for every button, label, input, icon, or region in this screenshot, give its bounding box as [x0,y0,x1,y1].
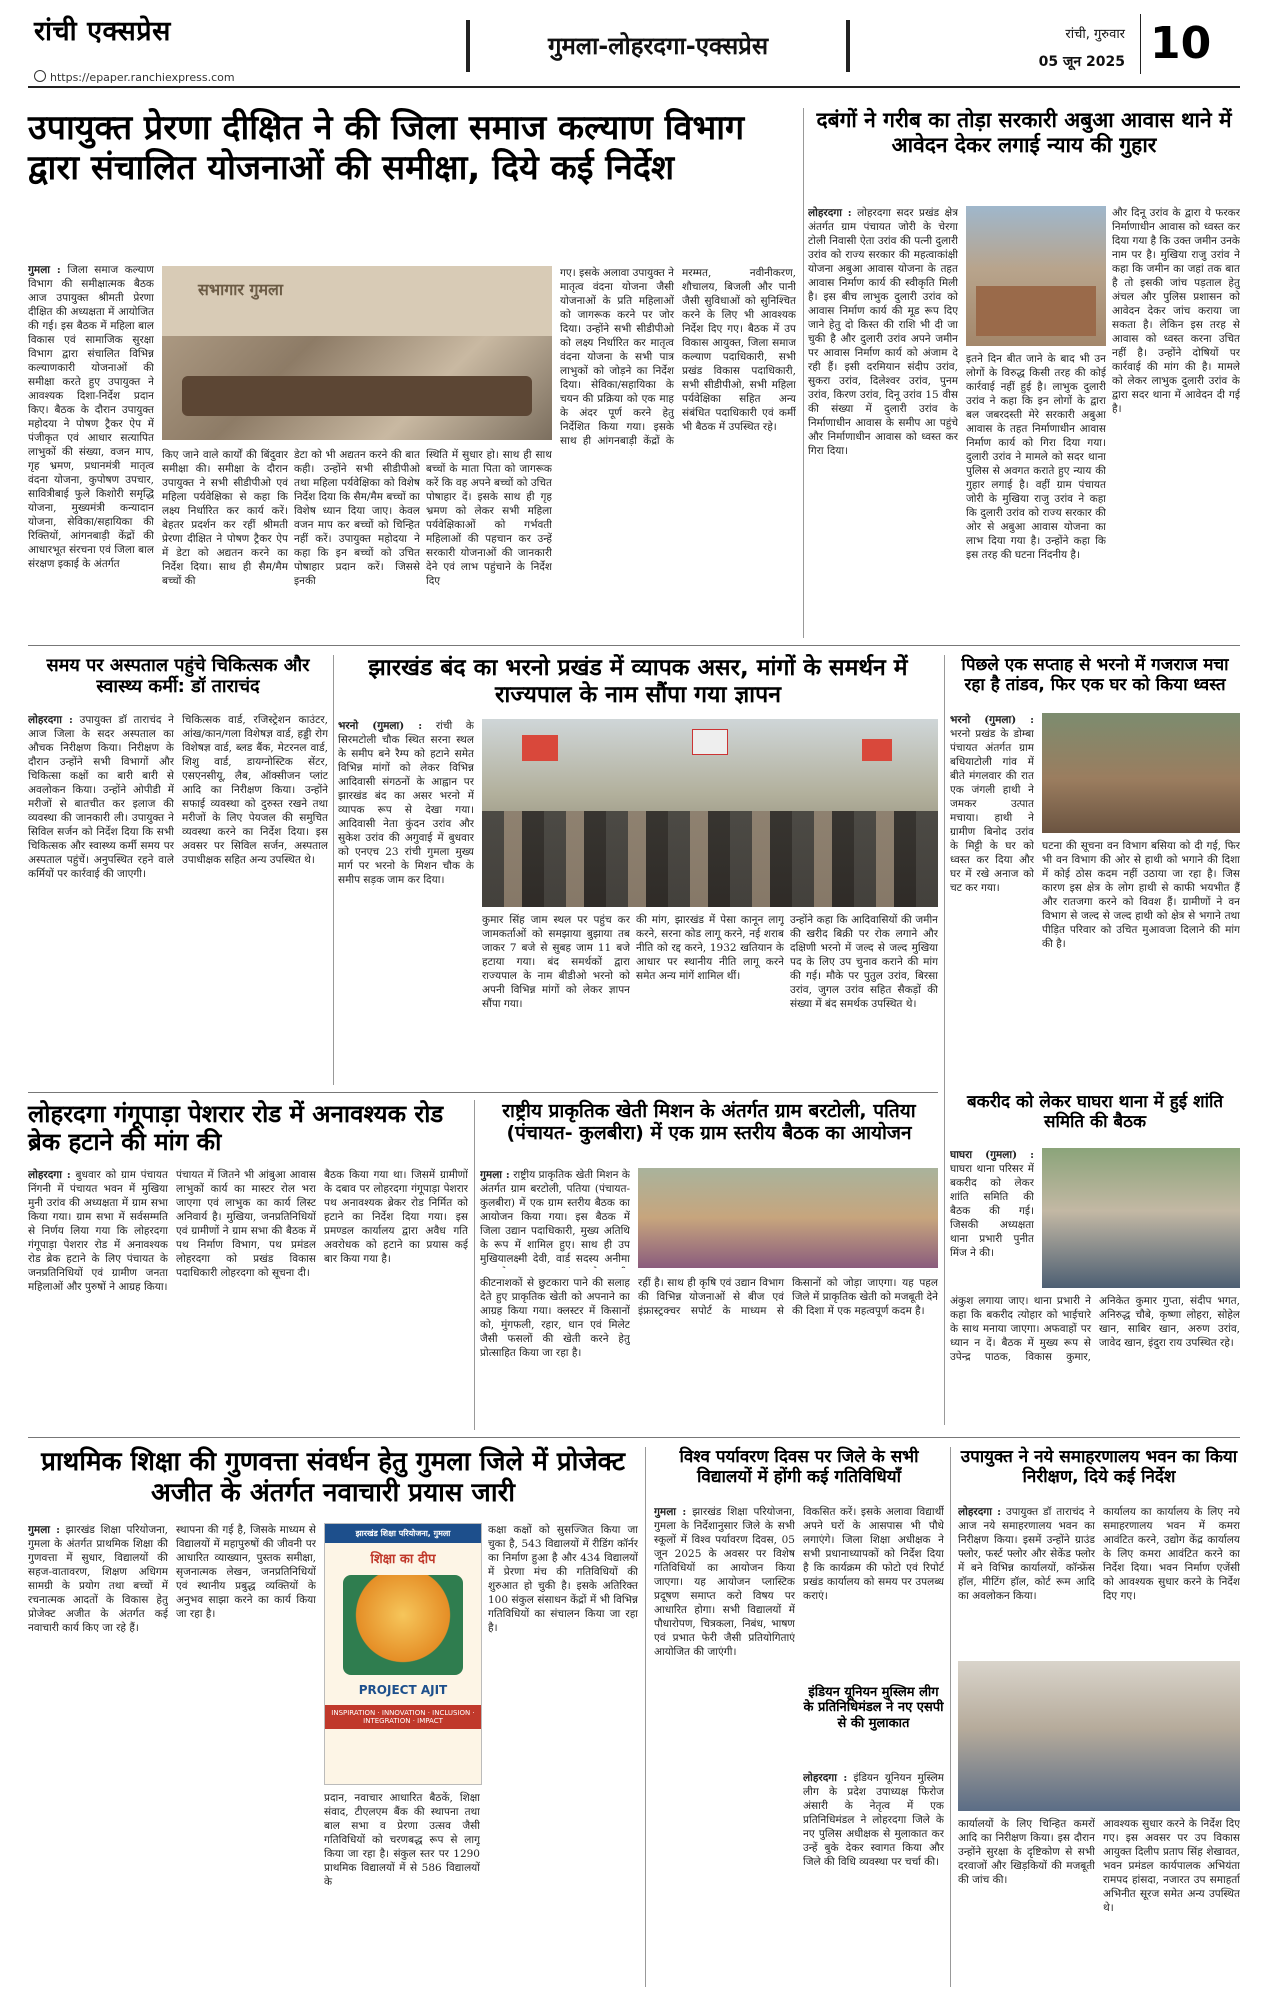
article-body-col: पंचायत में जितने भी आंबुआ आवास लाभुकों कार्य का मास्टर रोल भरा जाएगा एवं लाभुक का कार्य लिस्ट अनिवार्य है। मुखिया, जनप्रतिनिधियों एवं ग्रामीणों ने ग्राम सभा की बैठक में पथ निर्माण विभाग, पथ प्रमंडल लोहरदगा को प्रखंड विकास पदाधिकारी लोहरदगा को सूचना दी। [176,1169,316,1279]
dateline: भरनो (गुमला) : [338,720,423,732]
article-body-col: रहीं है। साथ ही कृषि एवं उद्यान विभाग की विभिन्न योजनाओं से बीज एवं इंफ्रास्ट्रक्चर सपोर्ट के माध्यम से किसानों को जोड़ा जाएगा। यह पहल जिले में प्राकृतिक खेती को मजबूती देने की दिशा में एक महत्वपूर्ण कदम है। [638,1277,938,1317]
meeting-photo [162,266,552,440]
article-headline: लोहरदगा गंगूपाड़ा पेशरार रोड में अनावश्यक रोड ब्रेक हटाने की मांग की [28,1100,444,1157]
section-banner [466,20,850,72]
article-body-col: गुमला : झारखंड शिक्षा परियोजना, गुमला के निर्देशानुसार जिले के सभी स्कूलों में विश्व पर्यावरण दिवस, 05 जून 2025 के अवसर पर विशेष गतिविधियों का आयोजन किया जाएगा। यह आयोजन प्लास्टिक प्रदूषण समाप्त करो विषय पर आधारित होगा। सभी विद्यालयों में पौधारोपण, चित्रकला, निबंध, भाषण एवं प्रभात फेरी जैसी प्रतियोगिताएं आयोजित की जाएंगी। [654,1506,795,1658]
poster-title: झारखंड शिक्षा परियोजना, गुमला [325,1524,481,1543]
article-headline: प्राथमिक शिक्षा की गुणवत्ता संवर्धन हेतु गुमला जिले में प्रोजेक्ट अजीत के अंतर्गत नवाचारी प्रयास जारी [41,1447,625,1508]
article-body-col: गुमला : राष्ट्रीय प्राकृतिक खेती मिशन के अंतर्गत ग्राम बरटोली, पतिया (पंचायत-कुलबीरा) में एक ग्राम स्तरीय बैठक का आयोजन किया गया। इस बैठक में जिला उद्यान पदाधिकारी, मुख्य अतिथि के रूप में शामिल हुए। साथ ही उप मुखियालक्ष्मी देवी, वार्ड सदस्य अनीमा [480,1169,630,1265]
article-body-col: भरनो (गुमला) : रांची के सिरमटोली चौक स्थित सरना स्थल के समीप बने रैम्प को हटाने समेत विभिन्न मांगों को लेकर विभिन्न आदिवासी संगठनों के आह्वान पर झारखंड बंद का असर भरनो में व्यापक रूप से देखा गया। आदिवासी नेता कुंदन उरांव और सुकेश उरांव की अगुवाई में बुधवार को एनएच 23 रांची गुमला मुख्य मार्ग पर भरनो के मिशन चौक के समीप सड़क जाम कर दिया। [338,720,474,886]
dateline: गुमला : [654,1506,687,1518]
article-jharkhand-bandh [338,655,938,1085]
article-body-col: लोहरदगा : उपायुक्त डॉ ताराचंद ने आज नये समाहरणालय भवन का निरीक्षण किया। इसमें उन्होंने ग्राउंड फ्लोर, फर्स्ट फ्लोर और सेकेंड फ्लोर में बने विभिन्न कार्यालयों, कॉन्फ्रेंस हॉल, मीटिंग हॉल, कोर्ट रूम आदि का अवलोकन किया। [958,1506,1095,1602]
article-body-col: भरनो (गुमला) : भरनो प्रखंड के डोम्बा पंचायत अंतर्गत ग्राम बधियाटोली गांव में बीते मंगलवार की रात एक जंगली हाथी ने जमकर उत्पात मचाया। हाथी ने ग्रामीण बिनोद उरांव के मिट्टी के घर को ध्वस्त कर दिया और घर में रखे अनाज को चट कर गया। [950,714,1034,894]
brick-wall [976,286,1096,336]
article-body-col: अंकुश लगाया जाए। थाना प्रभारी ने कहा कि बकरीद त्योहार को भाईचारे के साथ मनाया जाएगा। अफवाहों पर ध्यान न दें। बैठक में मुख्य रूप से उपेन्द्र पाठक, विकास कुमार, अनिकेत कुमार गुप्ता, संदीप भगत, अनिरुद्ध चौबे, कृष्णा लोहरा, सोहेल खान, साबिर खान, अरुण उरांव, जावेद खान, इंदुरा राय उपस्थित रहे। [950,1295,1240,1363]
article-elephant [950,655,1240,1085]
article-project-ajit [28,1447,638,1987]
demolished-house-photo [966,206,1106,346]
article-body-col: उन्होंने कहा कि आदिवासियों की जमीन की खरीद बिक्री पर रोक लगाने और दक्षिणी भरनो में जल्द से जल्द मुखिया पद के लिए उप चुनाव कराने की मांग की गई। मौके पर पुतुल उरांव, बिरसा उरांव, जुगल उरांव सहित सैकड़ों की संख्या में बंद समर्थक उपस्थित थे। [790,914,938,1010]
website-url[interactable]: https://epaper.ranchiexpress.com [34,70,235,84]
poster-project-name: PROJECT AJIT [358,1683,448,1697]
article-iuml-sp-meeting [654,1685,944,1987]
article-headline: बकरीद को लेकर घाघरा थाना में हुई शांति समिति की बैठक [966,1092,1224,1133]
article-body-col: लोहरदगा : लोहरदगा सदर प्रखंड क्षेत्र अंतर्गत ग्राम पंचायत जोरी के चेरगा टोली निवासी ऐता उरांव की पत्नी दुलारी उरांव को राज्य सरकार की महत्वाकांक्षी योजना अबुआ आवास योजना के तहत आवास निर्माण कार्य की स्वीकृति मिली है। इस बीच लाभुक दुलारी उरांव को आवास निर्माण कार्य की मूड रूप दिए जाने हेतु दो किस्त की राशि भी दी जा चुकी है और दुलारी उरांव अपने जमीन पर आवास निर्माण कार्य को अंजाम दे रही हैं। इसी दरमियान संदीप उरांव, सुकरा उरांव, दिलेश्वर उरांव, पुनम उरांव, किरण उरांव, दिनू उरांव 15 वीस की संख्या में दुलारी उरांव के निर्माणाधीन आवास के समीप आ पहुंचे और निर्माणाधीन आवास को ध्वस्त कर गिरा दिया। [808,207,958,457]
article-abua-awas [808,108,1240,638]
photo-wall-sign: सभागार गुमला [198,280,284,299]
column-divider [944,655,945,1425]
row-divider [28,1437,1240,1438]
project-ajit-poster [324,1523,482,1785]
collectorate-visit-photo [958,1661,1240,1811]
article-body-col: गए। इसके अलावा उपायुक्त ने मातृत्व वंदना योजना जैसी योजनाओं के प्रति महिलाओं को जागरूक करने पर जोर दिया। उन्होंने सभी सीडीपीओ को लक्ष्य निर्धारित कर मातृत्व वंदना योजना के सभी पात्र लाभुकों को जोड़ने का निर्देश दिया। सेविका/सहायिका के चयन की प्रक्रिया को एक माह के अंदर पूर्ण करने हेतु निर्देशित किया गया। इसके साथ ही आंगनबाड़ी केंद्रों के मरम्मत, नवीनीकरण, शौचालय, बिजली और पानी जैसी सुविधाओं को सुनिश्चित करने के लिए भी आवश्यक निर्देश दिए गए। बैठक में उप विकास आयुक्त, जिला समाज कल्याण पदाधिकारी, सभी प्रखंड विकास पदाधिकारी, सभी सीडीपीओ, सभी महिला पर्यवेक्षिका सहित अन्य संबंधित पदाधिकारी एवं कर्मी भी बैठक में उपस्थित रहे। [560,267,796,447]
article-body-col: कार्यालयों के लिए चिन्हित कमरों आदि का निरीक्षण किया। इस दौरान उन्होंने सुरक्षा के दृष्टिकोण से सभी दरवाजों और खिड़कियों की मजबूती की जांच की। [958,1818,1095,1886]
article-headline: राष्ट्रीय प्राकृतिक खेती मिशन के अंतर्गत ग्राम बरटोली, पतिया (पंचायत- कुलबीरा) में एक ग्राम स्तरीय बैठक का आयोजन [502,1100,916,1145]
dateline: गुमला : [28,264,61,276]
article-body-col: कीटनाशकों से छुटकारा पाने की सलाह देते हुए प्राकृतिक खेती को अपनाने का आग्रह किया गया। क्लस्टर में किसानों को, मुंगफली, रहार, धान एवं मिलेट जैसी फसलों की खेती करने हेतु प्रोत्साहित किया जा रहा है। [480,1277,630,1359]
article-dc-review [28,108,798,638]
article-natural-farming [480,1100,938,1430]
article-body-col: और दिनू उरांव के द्वारा ये फरकर निर्माणाधीन आवास को ध्वस्त कर दिया गया है कि उक्त जमीन उनके नाम पर है। मुखिया राजु उरांव ने कहा कि जमीन का जहां तक बात है तो इसकी जांच पड़ताल हेतु अंचल और पुलिस प्रशासन को आवेदन देकर जांच कराया जा सकता है। लेकिन इस तरह से आवास को ध्वस्त करना उचित नहीं है। उन्होंने दोषियों पर कार्रवाई की मांग की है। मामले को लेकर लाभुक दुलारी उरांव के द्वारा सदर थाना में आवेदन दी गई है। [1112,207,1240,415]
article-headline: समय पर अस्पताल पहुंचे चिकित्सक और स्वास्थ्य कर्मी: डॉ ताराचंद [46,655,310,698]
article-body-col: प्रदान, नवाचार आधारित बैठकें, शिक्षा संवाद, टीएलएम बैंक की स्थापना तथा बाल सभा व प्रेरणा उत्सव जैसी गतिविधियों को चरणबद्ध रूप से लागू किया जा रहा है। संकुल स्तर पर 1290 प्राथमिक विद्यालयों में से 586 विद्यालयों के [324,1792,480,1888]
dateline: गुमला : [28,1524,60,1536]
article-headline: विश्व पर्यावरण दिवस पर जिले के सभी विद्यालयों में होंगी कई गतिविधियाँ [679,1447,919,1488]
dateline: घाघरा (गुमला) : [950,1149,1034,1161]
column-divider [645,1447,646,1987]
article-headline: झारखंड बंद का भरनो प्रखंड में व्यापक असर, मांगों के समर्थन में राज्यपाल के नाम सौंपा गया ज्ञापन [368,655,908,709]
article-road-break [28,1100,468,1430]
section-title: गुमला-लोहरदगा-एक्सप्रेस [547,32,769,60]
dateline: लोहरदगा : [803,1772,848,1784]
poster-illustration [343,1575,463,1675]
article-hospital-inspection [28,655,328,1085]
article-body-col: गुमला : जिला समाज कल्याण विभाग की समीक्षात्मक बैठक आज उपायुक्त श्रीमती प्रेरणा दीक्षित की अध्यक्षता में आयोजित की गई। इस बैठक में महिला बाल विकास एवं सामाजिक सुरक्षा विभाग द्वारा संचालित विभिन्न कल्याणकारी योजनाओं की समीक्षा करते हुए उपायुक्त ने आवश्यक दिशा-निर्देश प्रदान किए। बैठक के दौरान उपायुक्त महोदया ने पोषण ट्रैकर ऐप में पंजीकृत एवं आधार सत्यापित लाभुकों की संख्या, वजन माप, गृह भ्रमण, प्रधानमंत्री मातृत्व वंदना योजना, कुपोषण उपचार, सावित्रीबाई फुले किशोरी समृद्धि योजना, मुख्यमंत्री कन्यादान योजना, सेविका/सहायिका की रिक्तियों, आंगनबाड़ी केंद्रों की आधारभूत संरचना एवं जिला बाल संरक्षण इकाई के अंतर्गत [28,264,154,570]
dateline: भरनो (गुमला) : [950,714,1034,726]
flag-red [862,739,892,761]
article-body-col: घटना की सूचना वन विभाग बसिया को दी गई, फिर भी वन विभाग की ओर से हाथी को भगाने की दिशा में कोई ठोस कदम नहीं उठाया जा रहा है। जिस कारण इस क्षेत्र के लोग हाथी से काफी भयभीत हैं और रातजगा करने को विवश हैं। ग्रामीणों ने वन विभाग से जल्द से जल्द हाथी को क्षेत्र से भगाने तथा पीड़ित परिवार को उचित मुआवजा दिलाने की मांग की है। [1042,840,1240,950]
article-body-col: आवश्यक सुधार करने के निर्देश दिए गए। इस अवसर पर उप विकास आयुक्त दिलीप प्रताप सिंह शेखावत, भवन प्रमंडल कार्यपालक अभियंता रामपद हांसदा, नजारत उप समाहर्ता अभिनीत सूरज समेत अन्य उपस्थित थे। [1103,1818,1240,1914]
crowd [482,811,938,907]
dateline: लोहरदगा : [808,207,852,219]
article-headline: दबंगों ने गरीब का तोड़ा सरकारी अबुआ आवास थाने में आवेदन देकर लगाई न्याय की गुहार [816,108,1232,157]
article-body-col: बैठक किया गया था। जिसमें ग्रामीणों के दबाव पर लोहरदगा गंगूपाड़ा पेशरार पथ अनावश्यक ब्रेकर रोड निर्मित को हटाने का निर्देश दिया गया। इस प्रमण्डल कार्यालय द्वारा अवैध गति अवरोधक को हटाने का प्रयास कई बार किया गया है। [324,1169,468,1265]
globe-icon [34,70,46,82]
room-wall [162,266,552,336]
column-divider [950,1447,951,1987]
masthead-rule [28,86,1240,88]
masthead [0,0,1269,90]
dateline: लोहरदगा : [958,1506,1002,1518]
article-body-col: कार्यालय का कार्यालय के लिए नये समाहरणालय भवन में कमरा आवंटित करने, उद्योग केंद्र कार्यालय के लिए कमरा आवंटित करने का निर्देश दिया। भवन निर्माण एजेंसी को आवश्यक सुधार करने के निर्देश दिए गए। [1103,1506,1240,1602]
article-headline: इंडियन यूनियन मुस्लिम लीग के प्रतिनिधिमंडल ने नए एसपी से की मुलाकात [803,1685,944,1731]
row-divider [28,645,1240,646]
article-body-col: कक्षा कक्षों को सुसज्जित किया जा चुका है, 543 विद्यालयों में रीडिंग कॉर्नर का निर्माण हुआ है और 434 विद्यालयों में प्रेरणा मंच की गतिविधियों की शुरुआत हो चुकी है। इसके अतिरिक्त 100 संकुल संसाधन केंद्रों में भी विभिन्न गतिविधियों का संचालन किया जा रहा है। [488,1524,638,1634]
article-body-col: स्थिति में सुधार हो। साथ ही साथ बच्चों के माता पिता को जागरूक करें कि वह अपने बच्चों को उचित पोषाहार दें। इसके साथ ही गृह भ्रमण को लेकर सभी महिला पर्यवेक्षिकाओं को गर्भवती महिलाओं की पहचान कर उन्हें सरकारी योजनाओं की जानकारी देने एवं लाभ पहुंचाने के निर्देश दिए [426,449,552,587]
protest-rally-photo [482,719,938,907]
article-body-col: लोहरदगा : उपायुक्त डॉ ताराचंद ने आज जिला के सदर अस्पताल का औचक निरीक्षण किया। निरीक्षण के दौरान उन्होंने सभी विभागों और चिकित्सा कक्षों का बारी बारी से अवलोकन किया। उन्होंने ओपीडी में मरीजों से बातचीत कर इलाज की व्यवस्था की जानकारी ली। उपायुक्त ने सिविल सर्जन को निर्देश दिया कि सभी चिकित्सक और स्वास्थ्य कर्मी समय पर अस्पताल पहुंचें। अनुपस्थित रहने वाले कर्मियों पर कार्रवाई की जाएगी। [28,714,174,880]
page-number: 10 [1150,18,1212,69]
flag-white [692,729,728,755]
article-body-col: किए जाने वाले कार्यों की बिंदुवार समीक्षा की। समीक्षा के दौरान उपायुक्त ने सभी सीडीपीओ एवं महिला पर्यवेक्षिका से कहा कि लक्ष्य निर्धारित कर कार्य करें। बेहतर प्रदर्शन कर रहीं श्रीमती प्रेरणा दीक्षित ने पोषण ट्रैकर ऐप में डेटा को अद्यतन करने का निर्देश दिया। साथ ही सैम/मैम बच्चों की [162,449,288,587]
article-body-col: डेटा को भी अद्यतन करने की बात कही। उन्होंने सभी सीडीपीओ तथा महिला पर्यवेक्षिका को विशेष निर्देश दिया कि सैम/मैम बच्चों का विशेष ध्यान दिया जाए। केवल वजन माप कर बच्चों को चिन्हित नहीं करें। उपायुक्त महोदया ने कहा कि इन बच्चों को उचित पोषाहार प्रदान करें। जिससे इनकी [294,449,420,587]
damaged-house-photo [1042,713,1240,833]
article-headline: उपायुक्त प्रेरणा दीक्षित ने की जिला समाज कल्याण विभाग द्वारा संचालित योजनाओं की समीक्षा, दिये कई निर्देश [28,108,745,189]
article-body-col: चिकित्सक वार्ड, रजिस्ट्रेशन काउंटर, आंख/कान/गला विशेषज्ञ वार्ड, हड्डी रोग विशेषज्ञ वार्ड, ब्लड बैंक, मेटरनल वार्ड, शिशु वार्ड, डायग्नोस्टिक सेंटर, एसएनसीयू, लैब, ऑक्सीजन प्लांट आदि का निरीक्षण किया। उन्होंने सफाई व्यवस्था को दुरुस्त रखने तथा मरीजों के लिए पेयजल की समुचित व्यवस्था करने का निर्देश दिया। इस अवसर पर सिविल सर्जन, अस्पताल उपाधीक्षक सहित अन्य उपस्थित थे। [182,714,328,866]
column-divider [803,108,804,638]
city-day: रांची, गुरुवार [1065,27,1125,42]
paper-name-logo: रांची एक्सप्रेस [34,16,171,47]
column-divider [333,655,334,1085]
article-body-col: की मांग, झारखंड में पेसा कानून लागू करने, सरना कोड लागू करने, नई शराब नीति को रद्द करने, 1932 खतियान के आधार पर स्थानीय नीति लागू करने समेत अन्य मांगें शामिल थीं। [636,914,784,982]
article-body-col: कुमार सिंह जाम स्थल पर पहुंच कर जामकर्ताओं को समझाया बुझाया तब जाकर 7 बजे से सुबह जाम 11 बजे हटाया गया। बंद समर्थकों द्वारा राज्यपाल के नाम बीडीओ भरनो को अपनी विभिन्न मांगों को लेकर ज्ञापन सौंपा गया। [482,914,630,1010]
column-divider [474,1100,475,1430]
dateline: लोहरदगा : [28,1169,71,1181]
peace-meeting-photo [1042,1148,1240,1288]
dateline: लोहरदगा : [28,714,73,726]
article-bakrid-peace [950,1092,1240,1432]
article-body-col: लोहरदगा : इंडियन यूनियन मुस्लिम लीग के प्रदेश उपाध्यक्ष फिरोज अंसारी के नेतृत्व में एक प्रतिनिधिमंडल ने लोहरदगा जिले के नए पुलिस अधीक्षक से मुलाकात कर उन्हें बुके देकर स्वागत किया और जिले की विधि व्यवस्था पर चर्चा की। [803,1772,944,1868]
flag-red [522,735,558,761]
article-environment-day [654,1447,944,1677]
dateline: गुमला : [480,1169,510,1181]
row-divider [28,1092,938,1093]
article-body-col: घाघरा (गुमला) : घाघरा थाना परिसर में बकरीद को लेकर शांति समिति की बैठक की गई। जिसकी अध्यक्षता थाना प्रभारी पुनीत मिंज ने की। [950,1149,1034,1259]
poster-subtitle: शिक्षा का दीप [370,1552,436,1567]
article-body-col: विकसित करें। इसके अलावा विद्यार्थी अपने घरों के आसपास भी पौधे लगाएंगे। जिला शिक्षा अधीक्षक ने सभी प्रधानाध्यापकों को निर्देश दिया है कि कार्यक्रम की फोटो एवं रिपोर्ट प्रखंड कार्यालय को समय पर उपलब्ध कराएं। [803,1506,944,1602]
conference-table [182,376,532,416]
article-body-col: स्थापना की गई है, जिसके माध्यम से विद्यालयों में महापुरुषों की जीवनी पर आधारित व्याख्यान, पुस्तक समीक्षा, सृजनात्मक लेखन, जनप्रतिनिधियों एवं स्थानीय प्रबुद्ध व्यक्तियों के अनुभव साझा करने का कार्य किया जा रहा है। [176,1524,316,1620]
village-meeting-photo [638,1168,938,1268]
page-number-box [1140,14,1141,74]
article-collectorate-inspection [958,1447,1240,1987]
article-headline: उपायुक्त ने नये समाहरणालय भवन का किया निरीक्षण, दिये कई निर्देश [960,1447,1238,1488]
article-body-col: लोहरदगा : बुधवार को ग्राम पंचायत निंगनी में पंचायत भवन में मुखिया मुनी उरांव की अध्यक्षता में ग्राम सभा किया गया। ग्राम सभा में सर्वसम्मति से निर्णय लिया गया कि लोहरदगा गंगूपाड़ा पेशरार रोड में अनावश्यक रोड ब्रेक हटाने के लिए पंचायत के जनप्रतिनिधियों एवं ग्रामीण जनता महिलाओं और पुरुषों ने आग्रह किया। [28,1169,168,1293]
article-body-col: इतने दिन बीत जाने के बाद भी उन लोगों के विरुद्ध किसी तरह की कोई कार्रवाई नहीं हुई है। लाभुक दुलारी उरांव ने कहा कि इन लोगों के द्वारा बल जबरदस्ती मेरे सरकारी अबुआ आवास के तहत निर्माणाधीन आवास निर्माण कार्य को गिरा दिया गया। दुलारी उरांव ने मामले को सदर थाना पुलिस से अवगत कराते हुए न्याय की गुहार लगाई है। वहीं ग्राम पंचायत जोरी के मुखिया राजु उरांव ने कहा कि दुलारी उरांव को राज्य सरकार की ओर से अबुआ आवास योजना का लाभ दिया गया है। उन्होंने कहा कि इस तरह की घटना निंदनीय है। [966,353,1106,561]
article-body-col: गुमला : झारखंड शिक्षा परियोजना, गुमला के अंतर्गत प्राथमिक शिक्षा की गुणवत्ता में सुधार, विद्यालयों की सहज-वातावरण, शिक्षण अधिगम सामग्री के प्रयोग तथा बच्चों में रचनात्मक आदतों के विकास हेतु प्रोजेक्ट अजीत के अंतर्गत कई नवाचारी कार्य किए जा रहे हैं। [28,1524,168,1634]
issue-date: 05 जून 2025 [1038,54,1125,70]
article-headline: पिछले एक सप्ताह से भरनो में गजराज मचा रहा है तांडव, फिर एक घर को किया ध्वस्त [961,655,1229,696]
poster-tagline: INSPIRATION · INNOVATION · INCLUSION · INTEGRATION · IMPACT [325,1705,481,1729]
